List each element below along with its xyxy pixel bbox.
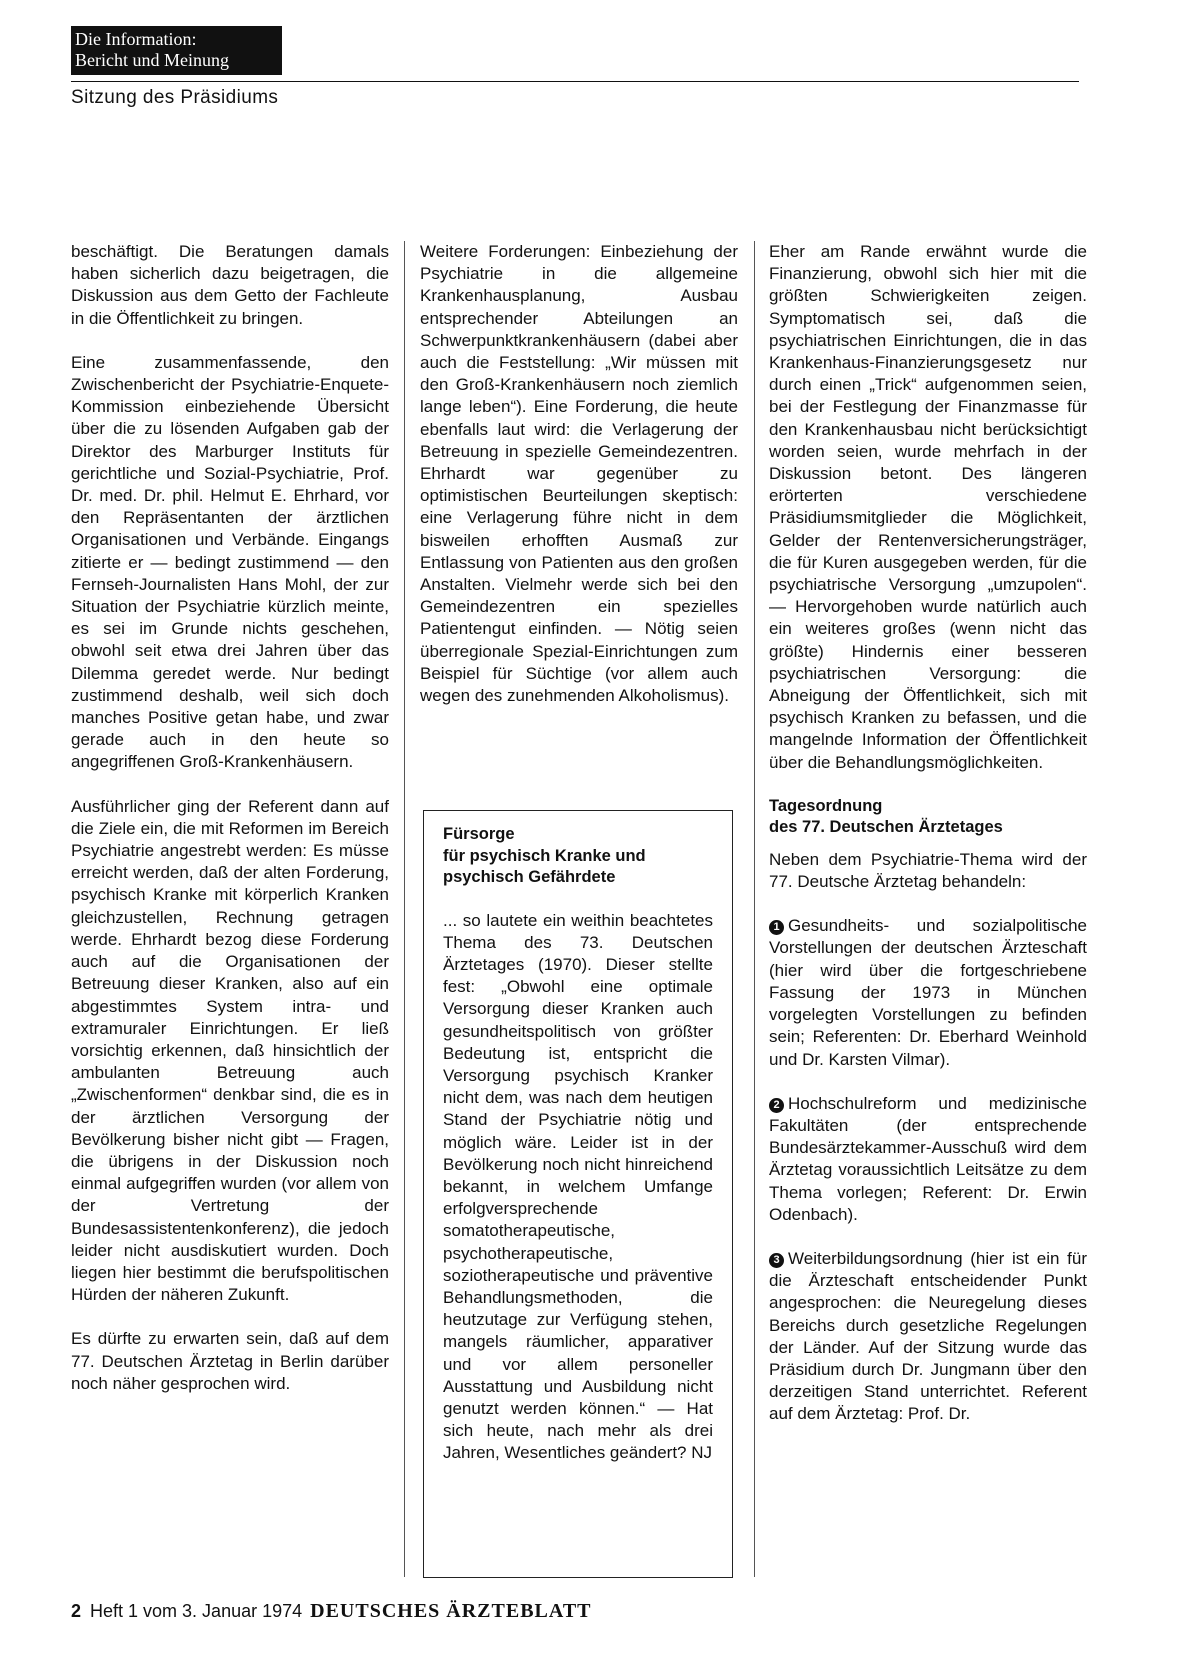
issue-info: Heft 1 vom 3. Januar 1974: [90, 1601, 303, 1621]
number-badge-icon: 2: [769, 1098, 784, 1113]
page-number: 2: [71, 1601, 82, 1621]
box-heading-line: Fürsorge: [443, 825, 515, 843]
publication-name: DEUTSCHES ÄRZTEBLATT: [310, 1600, 592, 1622]
column-divider-1: [404, 241, 405, 1577]
agenda-item: [769, 915, 1087, 1070]
column-1: [71, 241, 389, 1417]
page-footer: [71, 1600, 592, 1623]
agenda-item-text: Hochschulreform und medizinische Fakultäten (der entsprechende Bundesärztekammer-Ausschuß wird dem Ärztetag voraussichtlich Leitsätze zu dem Thema vorlegen; Referent: Dr. Erwin Odenbach).: [769, 1093, 1087, 1224]
column-2: [420, 241, 738, 729]
agenda-item: [769, 1093, 1087, 1226]
header-rule: [71, 81, 1079, 82]
paragraph: Eher am Rande erwähnt wurde die Finanzierung, obwohl sich hier mit die größten Schwierigkeiten zeigen. Symptomatisch sei, daß die psychiatrischen Einrichtungen, die in das Krankenhaus-Finanzierungsgesetz nur durch einen „Trick“ aufgenommen seien, bei der Festlegung der Finanzmasse für den Krankenhausbau nicht berücksichtigt worden seien, wurde mehrfach in der Diskussion betont. Des längeren erörterten verschiedene Präsidiumsmitglieder die Möglichkeit, Gelder der Rentenversicherungsträger, die für Kuren ausgegeben werden, für die psychiatrische Versorgung „umzupolen“. — Hervorgehoben wurde natürlich auch ein weiteres großes (wenn nicht das größte) Hindernis einer besseren psychiatrischen Versorgung: die Abneigung der Öffentlichkeit, sich mit psychisch Kranken zu befassen, und die mangelnde Information der Öffentlichkeit über die Behandlungsmöglichkeiten.: [769, 242, 1087, 772]
header-label-box: [71, 26, 282, 75]
agenda-heading: [769, 796, 1087, 839]
box-heading-line: für psychisch Kranke und: [443, 846, 646, 865]
column-divider-2: [754, 241, 755, 1577]
number-badge-icon: 1: [769, 920, 784, 935]
header-label-line2: Bericht und Meinung: [75, 50, 229, 70]
paragraph: Es dürfte zu erwarten sein, daß auf dem 77. Deutschen Ärztetag in Berlin darüber noch näher gesprochen wird.: [71, 1329, 389, 1393]
paragraph: beschäftigt. Die Beratungen damals haben sicherlich dazu beigetragen, die Diskussion aus dem Getto der Fachleute in die Öffentlichkeit zu bringen.: [71, 242, 389, 328]
column-3: [769, 241, 1087, 1448]
agenda-item: [769, 1248, 1087, 1426]
sidebar-box: [423, 810, 733, 1578]
agenda-item-text: Gesundheits- und sozialpolitische Vorstellungen der deutschen Ärzteschaft (hier wird über die fortgeschriebene Fassung der 1973 in München vorgelegten Vorstellungen zu befinden sein; Referenten: Dr. Eberhard Weinhold und Dr. Karsten Vilmar).: [769, 916, 1087, 1069]
paragraph: Eine zusammenfassende, den Zwischenbericht der Psychiatrie-Enquete-Kommission einbeziehende Übersicht über die zu lösenden Aufgaben gab der Direktor des Marburger Instituts für gerichtliche und Sozial-Psychiatrie, Prof. Dr. med. Dr. phil. Helmut E. Ehrhard, vor den Repräsentanten der ärztlichen Organisationen und Verbände. Eingangs zitierte er — bedingt zustimmend — den Fernseh-Journalisten Hans Mohl, der zur Situation der Psychiatrie kürzlich meinte, es sei im Grunde nichts geschehen, obwohl seit etwa drei Jahren über das Dilemma geredet werde. Nur bedingt zustimmend deshalb, weil sich doch manches Positive getan habe, und zwar gerade auch in den heute so angegriffenen Groß-Krankenhäusern.: [71, 352, 389, 772]
box-heading-line: psychisch Gefährdete: [443, 868, 616, 886]
section-title: Sitzung des Präsidiums: [71, 87, 279, 108]
box-heading: [443, 824, 713, 889]
box-text: ... so lautete ein weithin beachtetes Thema des 73. Deutschen Ärztetages (1970). Dieser stellte fest: „Obwohl eine optimale Versorgung dieser Kranken auch gesundheitspolitisch von größter Bedeutung ist, entspricht die Versorgung psychisch Kranker nicht dem, was nach dem heutigen Stand der Psychiatrie nötig und möglich wäre. Leider ist in der Bevölkerung noch nicht hinreichend bekannt, in welchem Umfange erfolgversprechende somatotherapeutische, psychotherapeutische, soziotherapeutische und präventive Behandlungsmethoden, die heutzutage zur Verfügung stehen, mangels räumlicher, apparativer und vor allem personeller Ausstattung und Ausbildung nicht genutzt werden können.“ — Hat sich heute, nach mehr als drei Jahren, Wesentliches geändert? NJ: [443, 910, 713, 1463]
paragraph: Weitere Forderungen: Einbeziehung der Psychiatrie in die allgemeine Krankenhausplanung, Ausbau entsprechender Abteilungen an Schwerpunktkrankenhäusern (dabei aber auch die Feststellung: „Wir müssen mit den Groß-Krankenhäusern noch ziemlich lange leben“). Eine Forderung, die heute ebenfalls laut wird: die Verlagerung der Betreuung in spezielle Gemeindezentren. Ehrhardt war gegenüber zu optimistischen Beurteilungen skeptisch: eine Verlagerung führe nicht in dem bisweilen erhofften Ausmaß zur Entlassung von Patienten aus den großen Anstalten. Vielmehr werde sich bei den Gemeindezentren ein spezielles Patientengut einfinden. — Nötig seien überregionale Spezial-Einrichtungen zum Beispiel für Süchtige (vor allem auch wegen des zunehmenden Alkoholismus).: [420, 242, 738, 706]
agenda-intro: Neben dem Psychiatrie-Thema wird der 77. Deutsche Ärztetag behandeln:: [769, 849, 1087, 892]
agenda-heading-line: Tagesordnung: [769, 796, 883, 815]
number-badge-icon: 3: [769, 1253, 784, 1268]
paragraph: Ausführlicher ging der Referent dann auf die Ziele ein, die mit Reformen im Bereich Psychiatrie angestrebt werden: Es müsse erreicht werden, daß der alten Forderung, psychisch Kranke mit körperlich Kranken gleichzustellen, Rechnung getragen werde. Ehrhardt bezog diese Forderung auch auf die Organisationen der Betreuung dieser Kranken, also auf ein abgestimmtes System intra- und extramuraler Einrichtungen. Er ließ vorsichtig erkennen, daß hinsichtlich der ambulanten Betreuung auch „Zwischenformen“ denkbar sind, die es in der ärztlichen Versorgung der Bevölkerung bisher nicht gibt — Fragen, die übrigens in der Diskussion noch einmal aufgegriffen wurden (vor allem von der Vertretung der Bundesassistentenkonferenz), die jedoch leider nicht ausdiskutiert wurden. Doch liegen hier bestimmt die berufspolitischen Hürden der näheren Zukunft.: [71, 796, 389, 1305]
header-label-line1: Die Information:: [75, 29, 197, 49]
agenda-heading-line: des 77. Deutschen Ärztetages: [769, 818, 1003, 837]
agenda-item-text: Weiterbildungsordnung (hier ist ein für die Ärzteschaft entscheidender Punkt angesprochen: die Neuregelung dieses Bereichs durch gesetzliche Regelungen der Länder. Auf der Sitzung wurde das Präsidium durch Dr. Jungmann über den derzeitigen Stand unterrichtet. Referent auf dem Ärztetag: Prof. Dr.: [769, 1248, 1087, 1424]
